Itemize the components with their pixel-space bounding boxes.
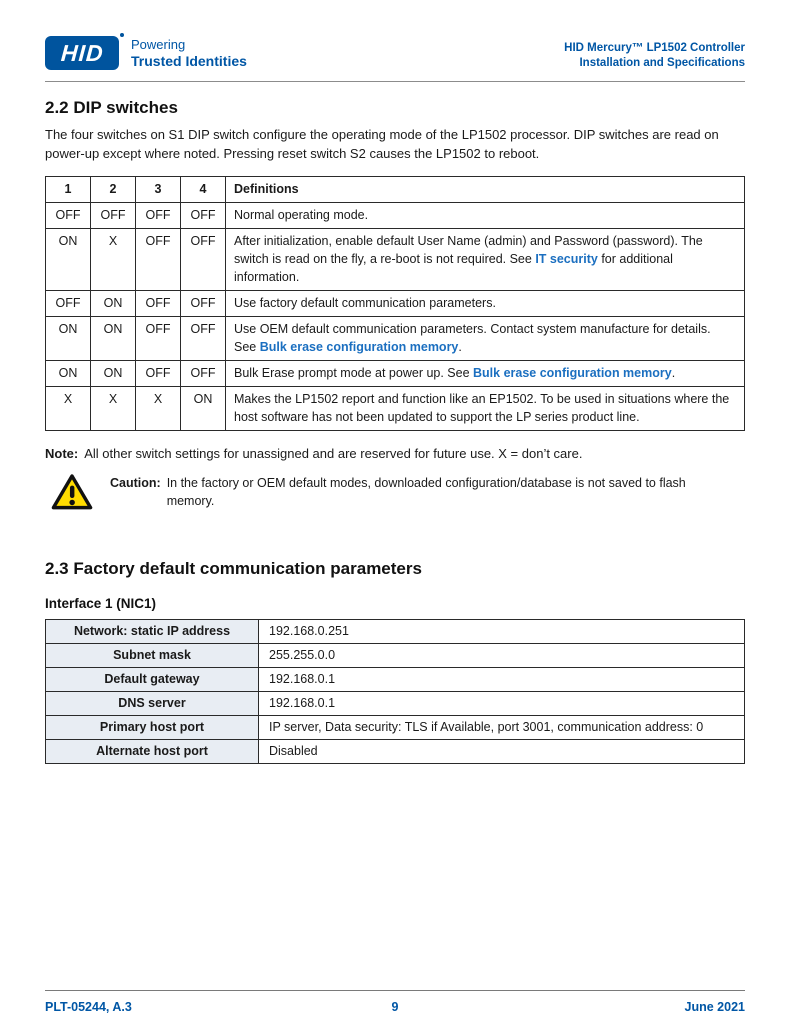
dip-switch-cell: OFF <box>136 317 181 361</box>
page-header <box>45 36 745 82</box>
dip-table-row <box>46 203 745 229</box>
dip-col-header-4: 4 <box>181 177 226 203</box>
dip-switch-cell: OFF <box>181 229 226 291</box>
dip-definition-cell <box>226 291 745 317</box>
interface-subtitle: Interface 1 (NIC1) <box>45 596 157 611</box>
dip-switch-cell: OFF <box>181 317 226 361</box>
dip-table-row <box>46 229 745 291</box>
dip-switch-cell: OFF <box>136 291 181 317</box>
dip-definition-cell <box>226 361 745 387</box>
dip-switch-cell: ON <box>46 361 91 387</box>
caution-block <box>50 472 745 513</box>
dip-switch-cell: OFF <box>46 203 91 229</box>
dip-switch-cell: OFF <box>136 361 181 387</box>
trademark-dot-icon <box>120 33 124 37</box>
factory-defaults-table <box>45 619 745 764</box>
dip-switch-cell: X <box>136 387 181 431</box>
dip-definition-cell <box>226 203 745 229</box>
definition-text: Bulk Erase prompt mode at power up. See <box>234 366 474 380</box>
factory-table-row <box>46 668 745 692</box>
factory-table-body <box>46 620 745 764</box>
dip-switch-cell: ON <box>91 361 136 387</box>
dip-table-header-row <box>46 177 745 203</box>
dip-definition-cell <box>226 317 745 361</box>
dip-col-header-1: 1 <box>46 177 91 203</box>
dip-switch-table <box>45 176 745 431</box>
parameter-label-cell: Alternate host port <box>46 740 259 764</box>
document-title-line1: HID Mercury™ LP1502 Controller <box>564 42 745 54</box>
dip-switch-cell: ON <box>46 229 91 291</box>
brand-block <box>45 36 247 70</box>
footer-document-number: PLT-05244, A.3 <box>45 1000 132 1014</box>
definition-text: . <box>671 366 676 380</box>
factory-table-row <box>46 716 745 740</box>
factory-table-row <box>46 692 745 716</box>
tagline-line2: Trusted Identities <box>131 53 247 69</box>
caution-label: Caution: <box>110 476 161 490</box>
dip-switch-cell: ON <box>181 387 226 431</box>
dip-intro-paragraph: The four switches on S1 DIP switch configure the operating mode of the LP1502 processor. DIP switches are read on power-up except where noted. Pressing reset switch S2 causes the LP1502 to reboot. <box>45 127 719 161</box>
cross-reference-link[interactable]: Bulk erase configuration memory <box>259 340 459 354</box>
warning-triangle-icon <box>50 472 94 513</box>
dip-table-row <box>46 291 745 317</box>
factory-table-row <box>46 740 745 764</box>
parameter-label-cell: Subnet mask <box>46 644 259 668</box>
footer-date: June 2021 <box>684 1000 745 1014</box>
parameter-label-cell: Network: static IP address <box>46 620 259 644</box>
definition-text: Makes the LP1502 report and function like an EP1502. To be used in situations where the host software has not been updated to support the LP series product line. <box>234 392 730 424</box>
parameter-value-cell: 192.168.0.251 <box>259 620 745 644</box>
dip-col-header-3: 3 <box>136 177 181 203</box>
section-title-dip-switches: 2.2 DIP switches <box>45 98 178 117</box>
document-title-line2: Installation and Specifications <box>579 57 745 69</box>
dip-switch-cell: OFF <box>181 291 226 317</box>
dip-table-row <box>46 361 745 387</box>
cross-reference-link[interactable]: IT security <box>535 252 598 266</box>
footer-page-number: 9 <box>391 1000 399 1014</box>
parameter-label-cell: Default gateway <box>46 668 259 692</box>
definition-text: Normal operating mode. <box>234 208 369 222</box>
factory-table-row <box>46 620 745 644</box>
note-label: Note: <box>45 446 79 461</box>
definition-text: . <box>458 340 462 354</box>
dip-switch-cell: OFF <box>181 203 226 229</box>
dip-switch-cell: X <box>91 229 136 291</box>
parameter-value-cell: 192.168.0.1 <box>259 668 745 692</box>
section-title-factory-defaults: 2.3 Factory default communication parameters <box>45 559 422 578</box>
dip-col-header-2: 2 <box>91 177 136 203</box>
tagline-line1: Powering <box>131 37 186 52</box>
dip-switch-cell: ON <box>91 291 136 317</box>
dip-definition-cell <box>226 387 745 431</box>
parameter-value-cell: Disabled <box>259 740 745 764</box>
definition-text: for additional information. <box>234 252 673 284</box>
document-title <box>564 36 745 71</box>
definition-text: Use OEM default communication parameters. Contact system manufacture for details. See <box>234 322 711 354</box>
dip-switch-cell: X <box>91 387 136 431</box>
definition-text: Use factory default communication parameters. <box>234 296 496 310</box>
dip-switch-cell: ON <box>91 317 136 361</box>
dip-switch-cell: OFF <box>91 203 136 229</box>
dip-switch-cell: OFF <box>46 291 91 317</box>
dip-switch-cell: OFF <box>181 361 226 387</box>
cross-reference-link[interactable]: Bulk erase configuration memory <box>473 366 672 380</box>
dip-table-row <box>46 317 745 361</box>
dip-switch-cell: OFF <box>136 203 181 229</box>
dip-switch-cell: X <box>46 387 91 431</box>
hid-logo <box>45 36 119 70</box>
parameter-value-cell: 192.168.0.1 <box>259 692 745 716</box>
parameter-label-cell: DNS server <box>46 692 259 716</box>
dip-table-row <box>46 387 745 431</box>
parameter-value-cell: 255.255.0.0 <box>259 644 745 668</box>
caution-text: In the factory or OEM default modes, downloaded configuration/database is not saved to flash memory. <box>166 476 686 508</box>
parameter-value-cell: IP server, Data security: TLS if Available, port 3001, communication address: 0 <box>259 716 745 740</box>
dip-definition-cell <box>226 229 745 291</box>
note-line <box>45 446 745 461</box>
definition-text: After initialization, enable default User Name (admin) and Password (password). The switch is read on the fly, a re-boot is not required. See <box>234 234 703 266</box>
factory-table-row <box>46 644 745 668</box>
dip-table-body <box>46 203 745 431</box>
hid-logo-text: HID <box>59 39 105 66</box>
dip-switch-cell: ON <box>46 317 91 361</box>
parameter-label-cell: Primary host port <box>46 716 259 740</box>
brand-tagline <box>131 36 247 69</box>
dip-col-header-definitions: Definitions <box>226 177 745 203</box>
caution-body <box>110 472 745 510</box>
note-text: All other switch settings for unassigned and are reserved for future use. X = don’t care. <box>84 446 583 461</box>
dip-switch-cell: OFF <box>136 229 181 291</box>
page-footer <box>45 990 745 1014</box>
